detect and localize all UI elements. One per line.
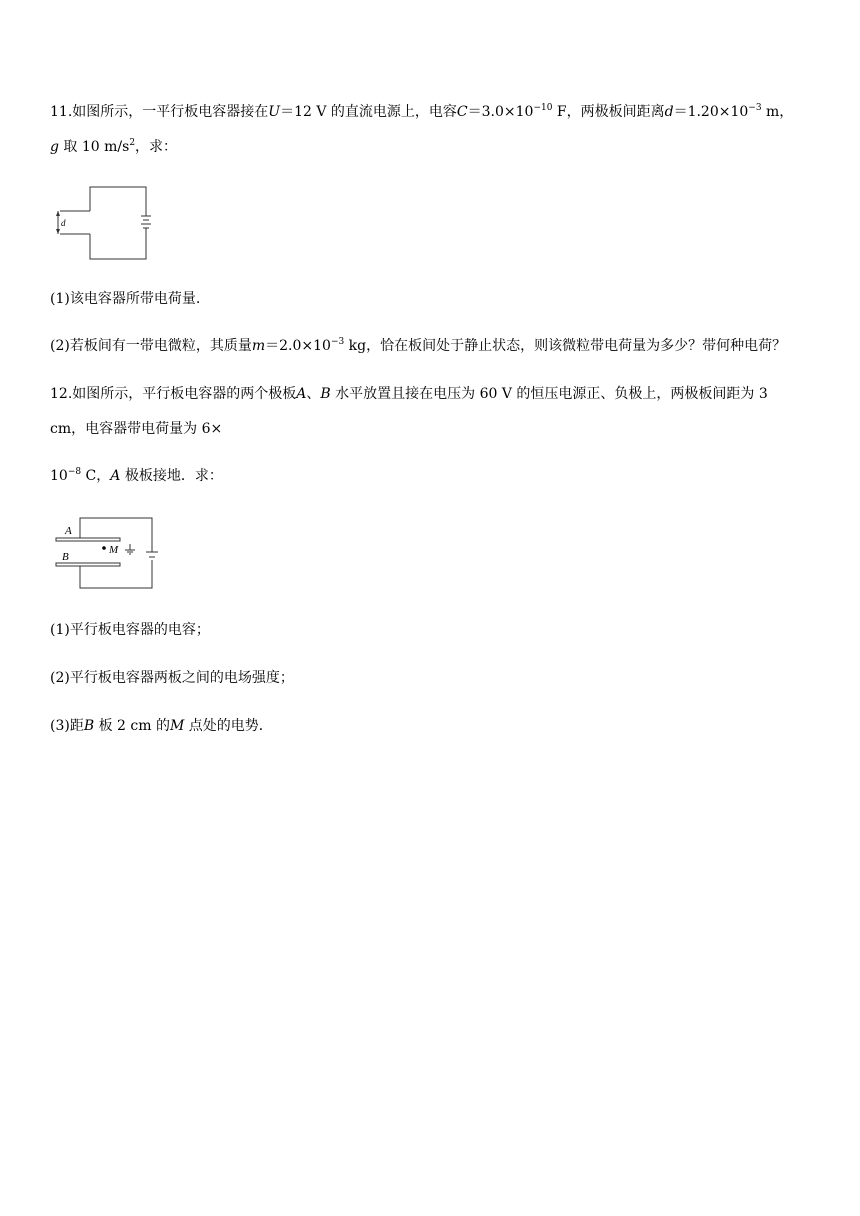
q12-line2: cm，电容器带电荷量为 6×	[50, 421, 223, 437]
q12-line1: 12.如图所示，平行板电容器的两个极板A、B 水平放置且接在电压为 60 V 的恒压电源正、负极上，两极板间距为 3	[50, 386, 768, 402]
q12-circuit-figure	[54, 514, 166, 594]
q11-line2: g 取 10 $m/s^2$，求：	[50, 138, 178, 155]
q11-part2: (2)若板间有一带电微粒，其质量$m=2.0\times 10^{-3}$ kg，恰在板间处于静止状态，则该微粒带电荷量为多少？带何种电荷？	[50, 337, 787, 354]
q12-part1: (1)平行板电容器的电容；	[50, 622, 210, 638]
q11-part1: (1)该电容器所带电荷量.	[50, 291, 201, 307]
question-number: 11.	[50, 104, 73, 120]
grounded-capacitor-diagram	[54, 514, 166, 594]
capacitor-circuit-diagram	[50, 182, 160, 264]
q12-line3: $10^{-8}$ C，A 极板接地．求：	[50, 467, 223, 484]
q11-circuit-figure	[50, 182, 160, 264]
q11-line1: 11.如图所示，一平行板电容器接在U＝12 V 的直流电源上，电容$C=3.0\times 10^{-10}$ F，两极板间距离$d=1.20\times 10^{-3}$ m，	[50, 103, 794, 120]
point-m-dot	[102, 546, 106, 550]
label-m: M	[109, 544, 119, 556]
label-a: A	[65, 525, 72, 537]
label-d: d	[61, 218, 66, 228]
label-b: B	[62, 551, 69, 563]
q12-part3: (3)距B 板 2 cm 的M 点处的电势．	[50, 718, 273, 734]
q12-part2: (2)平行板电容器两板之间的电场强度；	[50, 670, 294, 686]
